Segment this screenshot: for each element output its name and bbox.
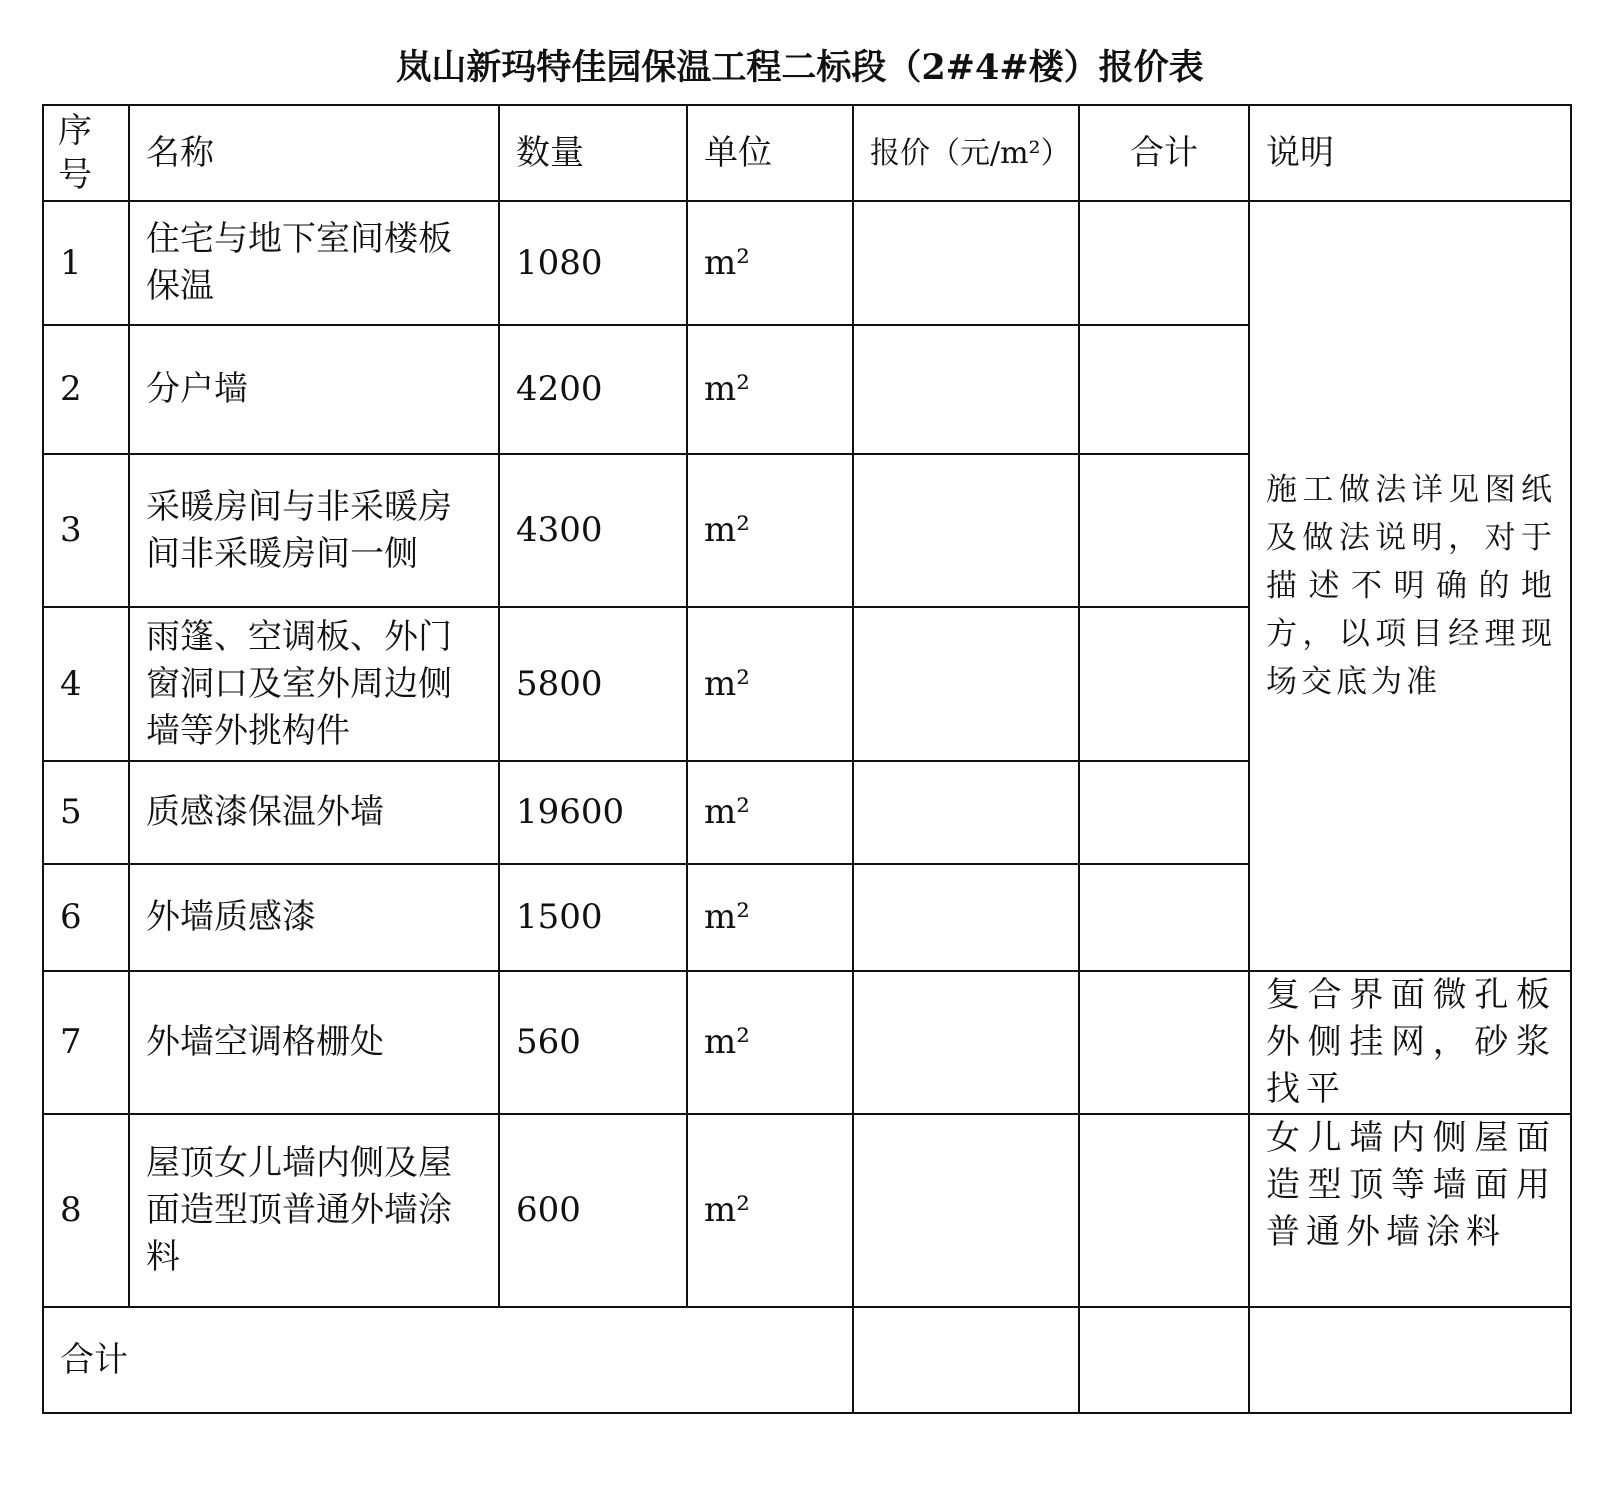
footer-price-cell[interactable] — [853, 1307, 1079, 1413]
row-total-cell[interactable] — [1079, 454, 1249, 607]
row-unit: m² — [687, 201, 853, 325]
row-quantity: 1080 — [499, 201, 687, 325]
row-serial-number: 5 — [43, 761, 129, 864]
header-name: 名称 — [129, 105, 499, 201]
row-item-name: 外墙质感漆 — [129, 864, 499, 971]
row-unit: m² — [687, 761, 853, 864]
header-serial-number: 序号 — [43, 105, 129, 201]
row-item-name: 住宅与地下室间楼板保温 — [129, 201, 499, 325]
quote-table — [42, 104, 1572, 1414]
row-serial-number: 7 — [43, 971, 129, 1114]
row-quantity: 19600 — [499, 761, 687, 864]
footer-total-cell[interactable] — [1079, 1307, 1249, 1413]
row-serial-number: 6 — [43, 864, 129, 971]
row-total-cell[interactable] — [1079, 864, 1249, 971]
row-item-name: 屋顶女儿墙内侧及屋面造型顶普通外墙涂料 — [129, 1114, 499, 1307]
row-unit-price-cell[interactable] — [853, 864, 1079, 971]
row-unit-price-cell[interactable] — [853, 454, 1079, 607]
header-unit-price: 报价（元/m²） — [853, 105, 1079, 201]
header-quantity: 数量 — [499, 105, 687, 201]
row-item-name: 分户墙 — [129, 325, 499, 454]
header-unit: 单位 — [687, 105, 853, 201]
row-unit-price-cell[interactable] — [853, 1114, 1079, 1307]
note-construction-method: 施工做法详见图纸及做法说明，对于描述不明确的地方，以项目经理现场交底为准 — [1249, 201, 1571, 971]
header-total: 合计 — [1079, 105, 1249, 201]
header-note: 说明 — [1249, 105, 1571, 201]
row-unit-price-cell[interactable] — [853, 325, 1079, 454]
row-unit: m² — [687, 864, 853, 971]
row-unit: m² — [687, 454, 853, 607]
row-total-cell[interactable] — [1079, 201, 1249, 325]
document-title: 岚山新玛特佳园保温工程二标段（2#4#楼）报价表 — [396, 47, 1204, 88]
note-parapet-coating: 女儿墙内侧屋面造型顶等墙面用普通外墙涂料 — [1249, 1114, 1571, 1307]
row-unit: m² — [687, 971, 853, 1114]
row-serial-number: 4 — [43, 607, 129, 761]
row-total-cell[interactable] — [1079, 761, 1249, 864]
note-air-conditioner-grille: 复合界面微孔板外侧挂网，砂浆找平 — [1249, 971, 1571, 1114]
row-unit-price-cell[interactable] — [853, 607, 1079, 761]
row-quantity: 560 — [499, 971, 687, 1114]
row-total-cell[interactable] — [1079, 325, 1249, 454]
row-quantity: 5800 — [499, 607, 687, 761]
row-total-cell[interactable] — [1079, 607, 1249, 761]
row-quantity: 600 — [499, 1114, 687, 1307]
row-unit-price-cell[interactable] — [853, 971, 1079, 1114]
table-row — [43, 1114, 1571, 1307]
row-unit: m² — [687, 607, 853, 761]
row-serial-number: 3 — [43, 454, 129, 607]
row-item-name: 外墙空调格栅处 — [129, 971, 499, 1114]
footer-note-cell[interactable] — [1249, 1307, 1571, 1413]
row-unit: m² — [687, 325, 853, 454]
header-row — [43, 105, 1571, 201]
row-quantity: 1500 — [499, 864, 687, 971]
footer-row — [43, 1307, 1571, 1413]
row-total-cell[interactable] — [1079, 971, 1249, 1114]
footer-total-label: 合计 — [43, 1307, 853, 1413]
row-unit-price-cell[interactable] — [853, 201, 1079, 325]
row-serial-number: 1 — [43, 201, 129, 325]
row-quantity: 4200 — [499, 325, 687, 454]
row-unit-price-cell[interactable] — [853, 761, 1079, 864]
table-row — [43, 201, 1571, 325]
row-unit: m² — [687, 1114, 853, 1307]
row-item-name: 质感漆保温外墙 — [129, 761, 499, 864]
row-quantity: 4300 — [499, 454, 687, 607]
row-serial-number: 8 — [43, 1114, 129, 1307]
row-serial-number: 2 — [43, 325, 129, 454]
row-total-cell[interactable] — [1079, 1114, 1249, 1307]
table-row — [43, 971, 1571, 1114]
row-item-name: 雨篷、空调板、外门窗洞口及室外周边侧墙等外挑构件 — [129, 607, 499, 761]
row-item-name: 采暖房间与非采暖房间非采暖房间一侧 — [129, 454, 499, 607]
